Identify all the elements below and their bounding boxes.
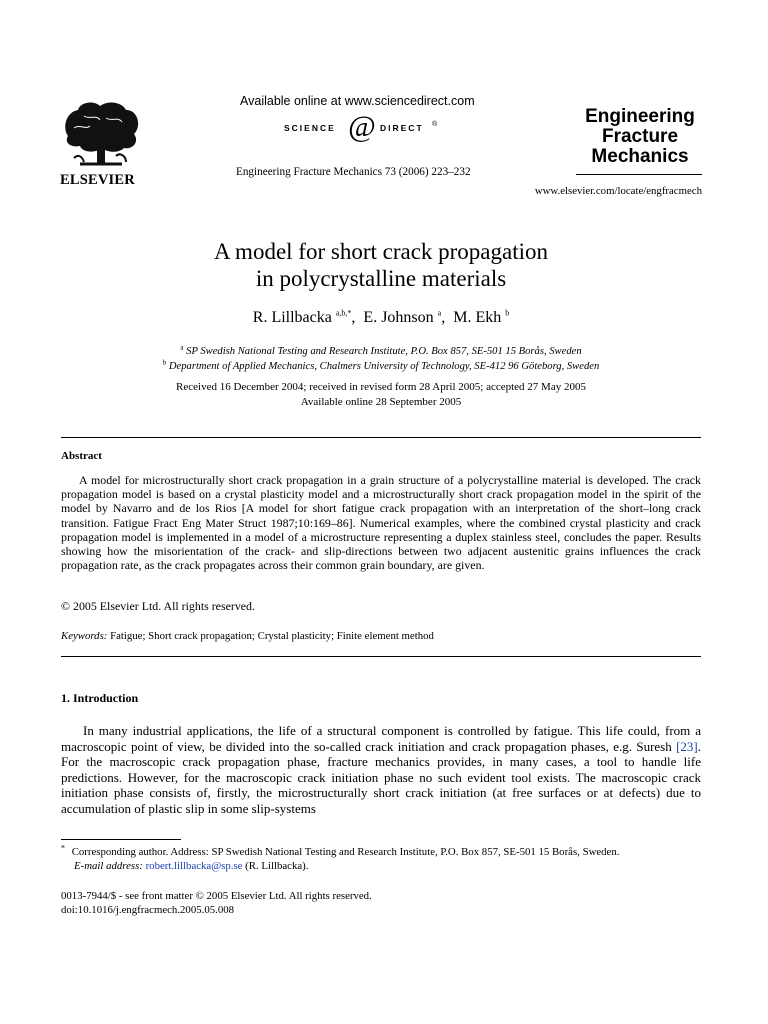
received-dates: Received 16 December 2004; received in revised form 28 April 2005; accepted 27 May 2005	[176, 381, 586, 393]
elsevier-logo	[60, 98, 142, 188]
email-label: E-mail address:	[74, 860, 143, 872]
affiliations	[61, 344, 701, 374]
available-online-text: Available online at www.sciencedirect.com	[240, 94, 475, 108]
paper-title	[61, 238, 701, 292]
abstract-bottom-rule	[61, 656, 701, 657]
article-history	[61, 380, 701, 410]
sciencedirect-left: SCIENCE	[284, 123, 336, 133]
keywords-label: Keywords:	[61, 630, 108, 642]
affiliation-b	[61, 359, 701, 374]
copyright-notice: © 2005 Elsevier Ltd. All rights reserved.	[61, 599, 255, 613]
author-affiliation-mark: a,b,*	[335, 308, 352, 318]
affiliation-mark: b	[162, 358, 167, 367]
footnote-mark: *	[61, 843, 65, 853]
elsevier-tree-icon	[60, 98, 142, 168]
abstract-heading: Abstract	[61, 450, 102, 462]
intro-text-start: In many industrial applications, the life of a structural component is controlled by fatigue. This life could, from a macroscopic point of view, be divided into the so-called crack initiation and crack propagation phases, e.g. Suresh	[61, 723, 701, 754]
sciencedirect-registered-mark: ®	[432, 121, 438, 128]
keywords-list: Fatigue; Short crack propagation; Crystal plasticity; Finite element method	[110, 630, 434, 642]
affiliation-mark: a	[180, 343, 184, 352]
author-affiliation-mark: b	[505, 308, 510, 318]
abstract-top-rule	[61, 437, 701, 438]
email-suffix: (R. Lillbacka).	[242, 860, 309, 872]
email-link[interactable]: robert.lillbacka@sp.se	[145, 860, 243, 872]
issn-line: 0013-7944/$ - see front matter © 2005 Elsevier Ltd. All rights reserved.	[61, 890, 372, 902]
footnote-corresponding	[61, 845, 701, 859]
journal-title	[578, 107, 702, 167]
doi-line[interactable]: doi:10.1016/j.engfracmech.2005.05.008	[61, 904, 235, 916]
keywords	[61, 630, 701, 642]
author-name[interactable]: R. Lillbacka	[252, 309, 332, 326]
affiliation-a	[61, 344, 701, 359]
journal-title-rule	[576, 174, 702, 175]
sciencedirect-right: DIRECT	[380, 123, 424, 133]
intro-paragraph	[61, 723, 701, 817]
footnote	[61, 845, 701, 873]
citation-link[interactable]: [23]	[676, 738, 698, 754]
author-separator: ,	[351, 309, 360, 326]
affiliation-text: Department of Applied Mechanics, Chalmers University of Technology, SE-412 96 Göteborg, Sweden	[168, 361, 600, 372]
sciencedirect-logo	[284, 110, 484, 143]
author-separator: ,	[441, 309, 450, 326]
affiliation-text: SP Swedish National Testing and Research Institute, P.O. Box 857, SE-501 15 Borås, Sweden	[186, 346, 582, 357]
abstract-text: A model for microstructurally short crack propagation in a grain structure of a polycrystalline material is developed. The crack propagation model is based on a crystal plasticity model and a microstructurally short crack propagation model in the spirit of the model by Navarro and de los Rios [A model for short fatigue crack propagation with an interpretation of the short–long crack transition. Fatigue Fract Eng Mater Struct 1987;10:169–86]. Numerical examples, where the combined crystal plasticity and crack propagation model is implemented in a model of a microstructure representing a duplex stainless steel, concludes the paper. Results showing how the misorientation of the crack- and slip-directions between two adjacent austenitic grains influences the crack propagation rate, as the crack propagates across their common grain boundary, are given.	[61, 473, 701, 573]
footnote-rule	[61, 839, 181, 840]
paper-title-line1: A model for short crack propagation	[213, 239, 549, 264]
sciencedirect-at-icon: @	[348, 110, 376, 143]
journal-url[interactable]: www.elsevier.com/locate/engfracmech	[534, 185, 702, 197]
author-name[interactable]: E. Johnson	[363, 309, 434, 326]
journal-title-line3: Mechanics	[591, 146, 689, 167]
section-heading: 1. Introduction	[61, 691, 139, 705]
intro-text-end: . For the macroscopic crack propagation phase, fracture mechanics provides, in many cases, a tool to handle life predictions. However, for the macroscopic crack initiation phase no such evident tool exists. The macroscopic crack initiation phase consists of, firstly, the microstructurally short crack initiation (at free surfaces or at defects) due to accumulation of plastic slip in some slip-systems	[61, 738, 701, 816]
available-online-date: Available online 28 September 2005	[300, 396, 462, 408]
journal-citation: Engineering Fracture Mechanics 73 (2006) 223–232	[236, 166, 471, 178]
front-matter	[61, 889, 372, 917]
author-list	[61, 309, 701, 327]
footnote-text: Corresponding author. Address: SP Swedish National Testing and Research Institute, P.O. Box 857, SE-501 15 Borås, Sweden.	[71, 846, 620, 858]
journal-title-line1: Engineering	[585, 106, 695, 127]
author-affiliation-mark: a	[437, 308, 442, 318]
footnote-email	[61, 859, 701, 873]
publisher-name: ELSEVIER	[60, 172, 135, 188]
paper-title-line2: in polycrystalline materials	[255, 266, 507, 291]
journal-title-line2: Fracture	[601, 126, 679, 147]
author-name[interactable]: M. Ekh	[453, 309, 502, 326]
